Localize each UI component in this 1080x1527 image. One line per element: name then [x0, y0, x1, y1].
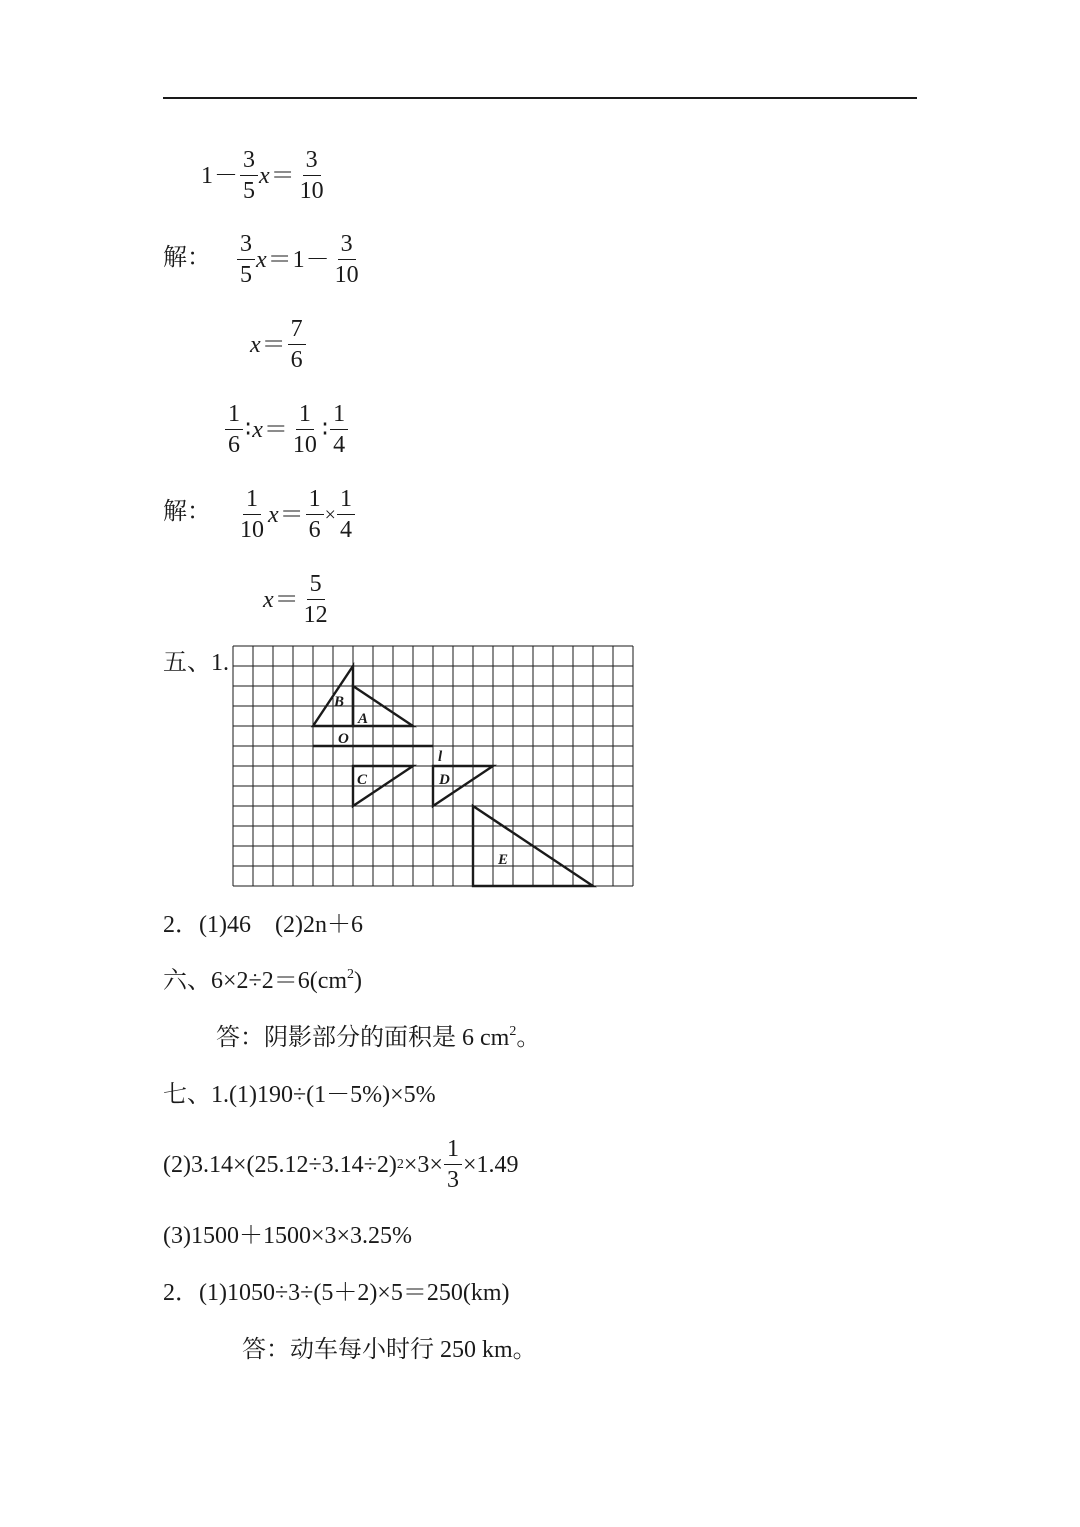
- grid-figure: [233, 646, 637, 890]
- label-d: D: [439, 772, 450, 788]
- fraction: $\frac{1}{4}$: [330, 402, 348, 457]
- variable-x: x: [263, 586, 274, 613]
- section-7-question-1-1: 七、1.(1)190÷(1－5%)×5%: [163, 1082, 436, 1108]
- equals-sign: ＝: [267, 246, 292, 273]
- equals-sign: ＝: [263, 416, 288, 443]
- solution-2-step-1: [236, 487, 356, 542]
- minus-sign: －: [214, 162, 238, 189]
- label-a: A: [358, 711, 369, 727]
- variable-x: x: [252, 416, 263, 443]
- fraction: $\frac{1}{6}$: [306, 487, 324, 542]
- solution-1-step-1: [236, 232, 363, 287]
- solution-label: 解：: [163, 499, 211, 525]
- variable-x: x: [268, 501, 279, 528]
- label-e: E: [498, 852, 509, 868]
- times-sign: ×: [324, 503, 336, 526]
- solution-label: 解：: [163, 245, 211, 271]
- fraction: $\frac{5}{12}$: [303, 571, 328, 628]
- label-l: l: [438, 749, 443, 765]
- equation-2: [224, 402, 349, 457]
- fraction: $\frac{3}{10}$: [334, 231, 359, 288]
- equals-sign: ＝: [270, 162, 295, 189]
- label-o: O: [338, 731, 349, 747]
- variable-x: x: [259, 162, 270, 189]
- equals-sign: ＝: [261, 331, 286, 358]
- fraction: $\frac{3}{5}$: [240, 148, 258, 203]
- fraction: $\frac{1}{10}$: [240, 486, 264, 543]
- section-5-question-2: 2．(1)46 (2)2n＋6: [163, 912, 363, 938]
- fraction: $\frac{1}{4}$: [337, 487, 355, 542]
- section-6-expression: 六、$6\times 2\div 2=6(cm^2)$: [163, 967, 363, 994]
- term: 1: [201, 162, 213, 189]
- section-7-question-1-3: (3)1500＋1500×3×3.25%: [163, 1223, 413, 1249]
- variable-x: x: [250, 331, 261, 358]
- fraction: $\frac{3}{5}$: [237, 232, 255, 287]
- minus-sign: －: [305, 246, 330, 273]
- section-7-question-1-2: (2)3.14×(25.12÷3.14÷2) 2 ×3× $\frac{1}{3}$ ×1.49: [163, 1136, 519, 1193]
- fraction: $\frac{1}{3}$: [444, 1137, 462, 1192]
- section-6-answer: 答：阴影部分的面积是 6 $cm^2$。: [216, 1024, 541, 1051]
- label-b: B: [334, 694, 345, 710]
- equals-sign: ＝: [279, 501, 304, 528]
- solution-1-step-2: [250, 317, 307, 372]
- section-5-label: 五、1.: [163, 650, 229, 676]
- fraction: $\frac{1}{10}$: [292, 401, 317, 458]
- ratio-colon: ∶: [245, 416, 252, 443]
- variable-x: x: [256, 246, 267, 273]
- fraction: $\frac{3}{10}$: [299, 147, 324, 204]
- term: 1: [292, 246, 305, 273]
- equals-sign: ＝: [274, 586, 299, 613]
- section-7-question-2-1: 2．(1)1050÷3÷(5＋2)×5＝250(km): [163, 1280, 510, 1306]
- solution-2-step-2: [263, 572, 332, 627]
- label-c: C: [357, 772, 368, 788]
- equation-1: [201, 148, 328, 203]
- header-rule: [163, 97, 917, 99]
- fraction: $\frac{7}{6}$: [288, 317, 306, 372]
- section-7-question-2-answer: 答：动车每小时行 250 km。: [242, 1337, 537, 1363]
- ratio-colon: ∶: [321, 416, 329, 443]
- fraction: $\frac{1}{6}$: [225, 402, 243, 457]
